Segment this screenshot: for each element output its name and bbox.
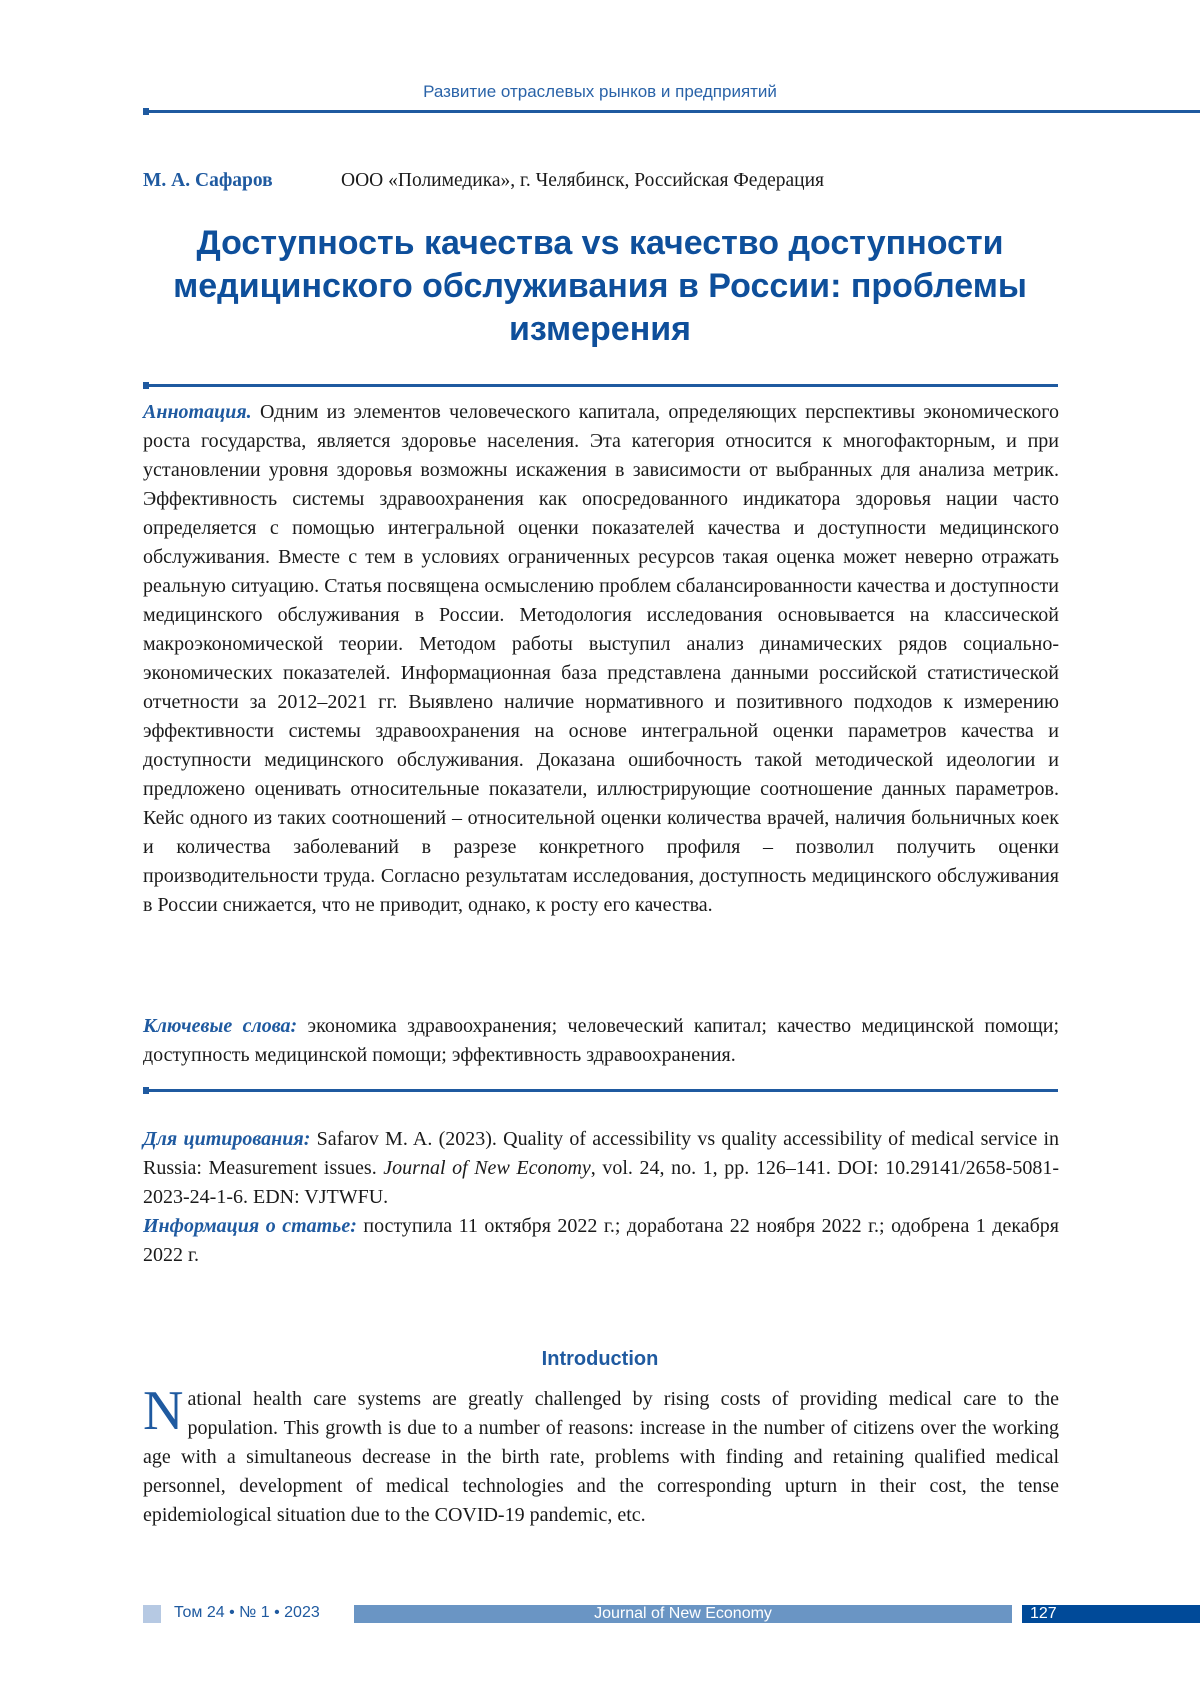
article-info [143,1212,1059,1270]
author-affiliation: ООО «Полимедика», г. Челябинск, Российская Федерация [341,170,825,191]
footer-journal: Journal of New Economy [354,1605,1012,1623]
keywords-text: экономика здравоохранения; человеческий капитал; качество медицинской помощи; доступность медицинской помощи; эффективность здравоохранения. [143,1015,1060,1066]
article-info-text: поступила 11 октября 2022 г.; доработана 22 ноября 2022 г.; одобрена 1 декабря 2022 г. [143,1215,1060,1266]
abstract [143,398,1059,920]
introduction-heading: Introduction [541,1348,659,1370]
running-header: Развитие отраслевых рынков и предприятий [423,82,777,101]
citation-journal: Journal of New Economy [383,1157,591,1179]
abstract-bottom-rule [143,1089,1058,1092]
header-rule [143,110,1200,113]
author-name: М. А. Сафаров [143,170,273,191]
keywords-label: Ключевые слова: [143,1015,298,1037]
abstract-top-rule [143,384,1058,387]
article-info-label: Информация о статье: [143,1215,357,1237]
citation [143,1125,1059,1212]
article-title: Доступность качества vs качество доступности медицинского обслуживания в России: проблемы измерения [173,224,1027,348]
author-line [143,170,824,192]
abstract-label: Аннотация. [143,401,252,423]
footer-square [143,1605,161,1623]
introduction-text: ational health care systems are greatly challenged by rising costs of providing medical care to the population. This growth is due to a number of reasons: increase in the number of citizens over the working age with a simultaneous decrease in the birth rate, problems with finding and retaining qualified medical personnel, development of medical technologies and the corresponding upturn in their cost, the tense epidemiological situation due to the COVID-19 pandemic, etc. [143,1388,1059,1526]
introduction-paragraph [143,1380,1059,1530]
drop-cap: N [143,1380,184,1442]
keywords [143,1012,1059,1070]
abstract-text: Одним из элементов человеческого капитала, определяющих перспективы экономического роста государства, является здоровье населения. Эта категория относится к многофакторным, и при установлении уровня здоровья возможны искажения в зависимости от выбранных для анализа метрик. Эффективность системы здравоохранения как опосредованного индикатора здоровья нации часто определяется с помощью интегральной оценки показателей качества и доступности медицинского обслуживания. Вместе с тем в условиях ограниченных ресурсов такая оценка может неверно отражать реальную ситуацию. Статья посвящена осмыслению проблем сбалансированности качества и доступности медицинского обслуживания в России. Методология исследования основывается на классической макроэкономической теории. Методом работы выступил анализ динамических рядов социально-экономических показателей. Информационная база представлена данными российской статистической отчетности за 2012–2021 гг. Выявлено наличие нормативного и позитивного подходов к измерению эффективности системы здравоохранения на основе интегральной оценки параметров качества и доступности медицинского обслуживания. Доказана ошибочность такой методической идеологии и предложено оценивать относительные показатели, иллюстрирующие соотношение данных параметров. Кейс одного из таких соотношений – относительной оценки количества врачей, наличия больничных коек и количества заболеваний в разрезе конкретного профиля – позволил получить оценки производительности труда. Согласно результатам исследования, доступность медицинского обслуживания в России снижается, что не приводит, однако, к росту его качества. [143,401,1060,916]
citation-text-end: , vol. 24, no. 1, pp. 126–141. DOI: 10.29141/2658-5081-2023-24-1-6. EDN: VJTWFU. [143,1157,1059,1208]
page-number: 127 [1022,1605,1200,1623]
citation-text: Safarov M. A. (2023). Quality of accessibility vs quality accessibility of medical service in Russia: Measurement issues. [143,1128,1060,1179]
page-footer [0,1604,1200,1626]
footer-volume: Том 24 • № 1 • 2023 [174,1604,320,1621]
citation-label: Для цитирования: [143,1128,311,1150]
